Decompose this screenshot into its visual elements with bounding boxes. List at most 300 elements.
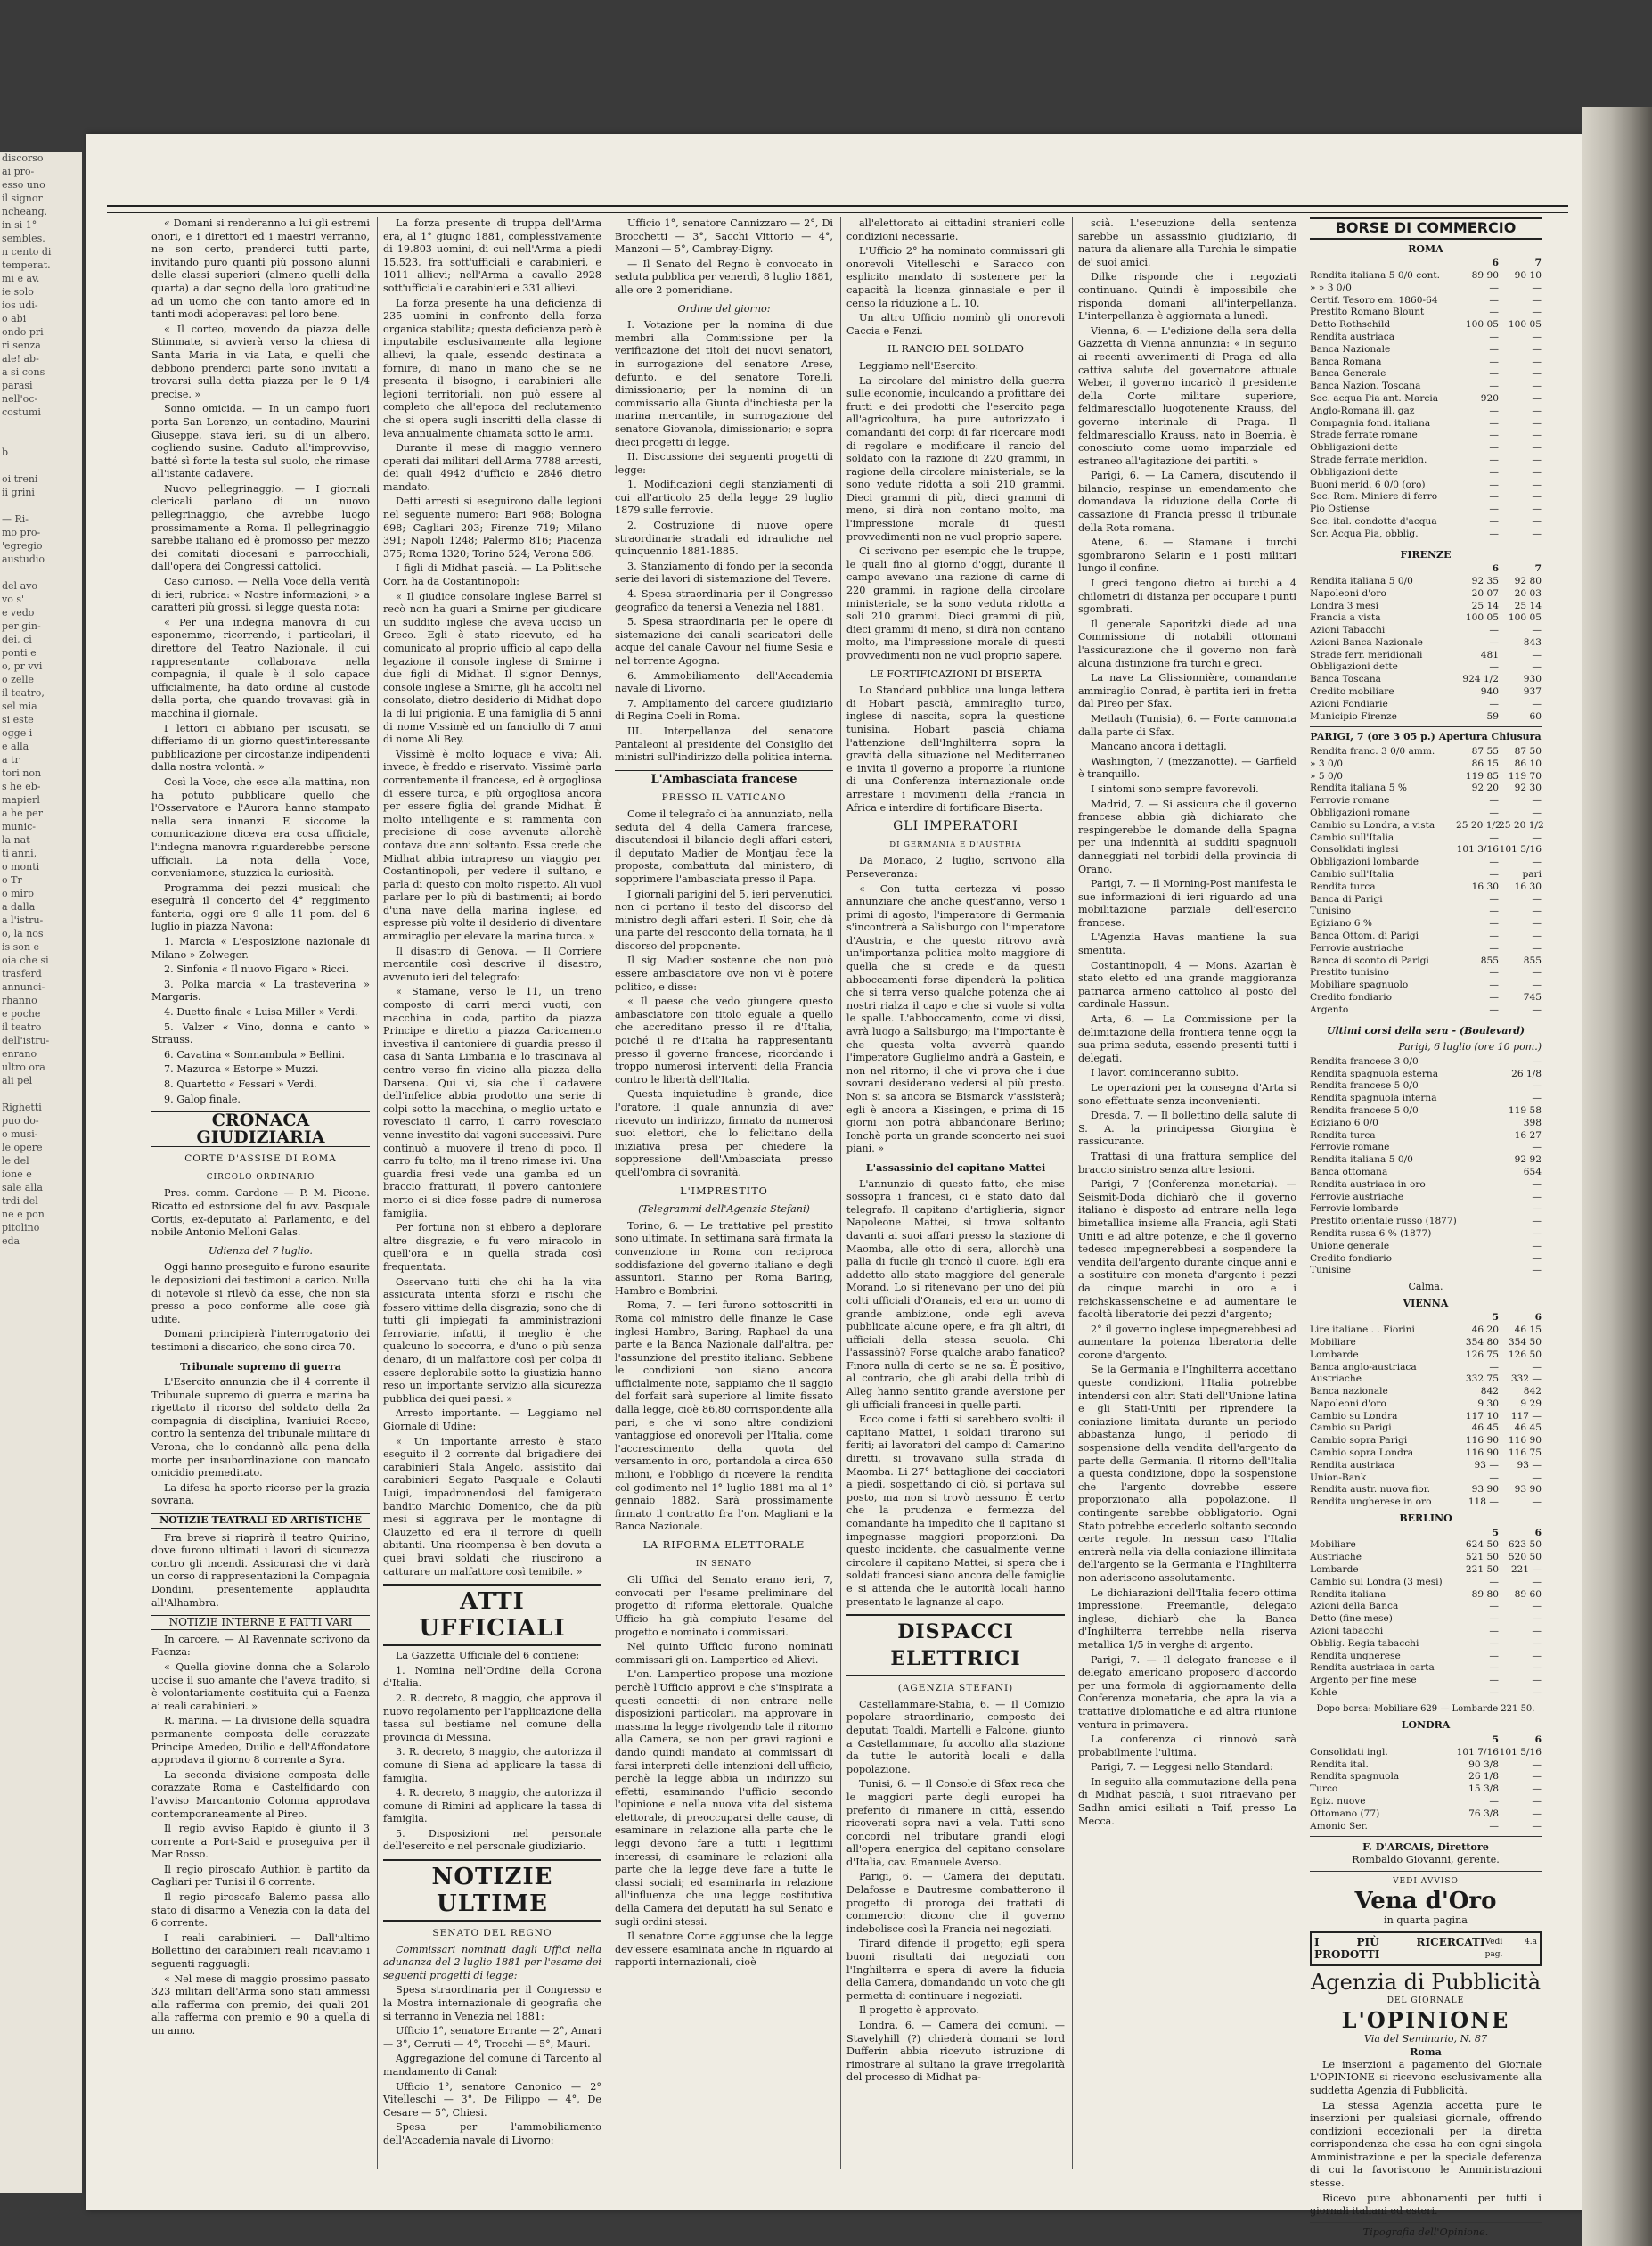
- paragraph: Parigi, 6. — La Camera, discutendo il bilancio, respinse un emendamento che domandava la riduzione della Corte di cassazione di Francia presso il tribunale della Rota romana.: [1078, 470, 1296, 534]
- market-security: Rendita ungherese in oro: [1310, 1496, 1432, 1508]
- manager-name: Rombaldo Giovanni, gerente.: [1352, 1853, 1500, 1865]
- prev-page-line: ai pro-: [2, 166, 35, 177]
- prev-page-line: rhanno: [2, 995, 37, 1006]
- market-value: —: [1532, 1203, 1542, 1215]
- market-security: Azioni tabacchi: [1310, 1626, 1384, 1637]
- prev-page-line: o musi-: [2, 1128, 38, 1140]
- market-security: Napoleoni d'oro: [1310, 587, 1386, 599]
- market-value: 26 1/8: [1468, 1771, 1499, 1783]
- paragraph: II. Discussione dei seguenti progetti di legge:: [615, 451, 833, 476]
- market-security: Lombarde: [1310, 1348, 1359, 1360]
- ad-agenzia-title: Agenzia di Pubblicità: [1310, 1969, 1542, 1995]
- paragraph: Ci scrivono per esempio che le truppe, le quali fino al giorno d'oggi, durante il campo avevano una razione di carne di 220 grammi, in ragione della circolare ministeriale, se la sono veduta ridotta a soli 210 grammi. Dieci grammi di più, dieci grammi di meno, si dirà non contano molto, ma l'impressione morale di questi provvedimenti non ne vuol proprio sapere.: [846, 545, 1065, 661]
- market-value: 16 30: [1471, 881, 1499, 892]
- paragraph: La circolare del ministro della guerra sulle economie, inculcando a profittare dei frutti e dei prodotti che l'esercito paga all'agricoltura, ha pure autorizzato i comandanti dei corpi di far ricercare modi di regolare e modificare il rancio del soldato con la razione di 220 grammi, in ragione della circolare ministeriale, se la sono vedute ridotta a soli 210 grammi. Dieci grammi di più, dieci grammi di meno, si dirà non contano molto, ma l'impressione morale di questi provvedimenti non ne vuol proprio sapere.: [846, 374, 1065, 543]
- market-value: —: [1532, 1758, 1542, 1770]
- market-value: —: [1489, 282, 1499, 293]
- market-table-ultimi: [1310, 1056, 1542, 1277]
- market-security: Rendita austriaca in oro: [1310, 1178, 1426, 1190]
- list-item: 7. Mazurca « Estorpe » Muzzi.: [164, 1063, 319, 1076]
- market-value: 100 05: [1465, 612, 1499, 624]
- market-value: —: [1532, 1265, 1542, 1276]
- market-table-vienna: [1310, 1312, 1542, 1509]
- paragraph: La seconda divisione composta delle corazzate Roma e Castelfidardo con l'avviso Marcantonio Colonna approdava contemporaneamente al Pireo.: [151, 1768, 370, 1820]
- paragraph: I reali carabinieri. — Dall'ultimo Bollettino dei carabinieri reali ricaviamo i seguenti ragguagli:: [151, 1931, 370, 1971]
- market-value: —: [1532, 1055, 1542, 1067]
- section-title: LA RIFORMA ELETTORALE: [642, 1539, 806, 1551]
- prev-page-line: del avo: [2, 580, 37, 592]
- market-value: 481: [1480, 649, 1499, 660]
- market-value: —: [1489, 698, 1499, 709]
- section-title: NOTIZIE INTERNE E FATTI VARI: [151, 1615, 370, 1630]
- market-row: [1310, 844, 1542, 857]
- market-value: —: [1489, 807, 1499, 819]
- market-value: —: [1532, 1675, 1542, 1686]
- paragraph: Ufficio 1°, senatore Errante — 2°, Amari — 3°, Cerruti — 4°, Trocchi — 5°, Mauri.: [383, 2025, 601, 2050]
- market-row: [1310, 1613, 1542, 1626]
- market-security: Mobiliare: [1310, 1336, 1356, 1348]
- market-security: Banca Romana: [1310, 356, 1382, 367]
- market-security: Cambio sopra Londra: [1310, 1447, 1414, 1459]
- prev-page-line: o, la nos: [2, 928, 44, 939]
- market-security: Obblig. Regia tabacchi: [1310, 1637, 1419, 1649]
- market-row: [1310, 1759, 1542, 1772]
- market-value: —: [1489, 930, 1499, 942]
- market-security: Tunisine: [1310, 1265, 1352, 1276]
- market-row: [1310, 1783, 1542, 1796]
- paragraph: Le inserzioni a pagamento del Giornale L'OPINIONE si ricevono esclusivamente alla suddetta Agenzia di Pubblicità.: [1310, 2058, 1542, 2096]
- market-value: 654: [1523, 1166, 1542, 1177]
- ad-box-ricercati: [1310, 1931, 1542, 1966]
- list-item: 3. R. decreto, 8 maggio, che autorizza il comune di Siena ad applicare la tassa di famiglia.: [383, 1746, 601, 1784]
- market-value: —: [1532, 1252, 1542, 1264]
- column-5: [1078, 217, 1296, 2178]
- market-value: —: [1532, 1576, 1542, 1587]
- section-title: IL RANCIO DEL SOLDATO: [887, 343, 1024, 356]
- market-value: —: [1532, 1783, 1542, 1795]
- market-value: —: [1532, 1496, 1542, 1508]
- market-value: —: [1489, 992, 1499, 1003]
- market-row: [1310, 758, 1542, 771]
- market-value: 86 15: [1471, 758, 1499, 769]
- prev-page-line: a he per: [2, 807, 43, 819]
- market-row: [1310, 344, 1542, 357]
- market-value: 20 07: [1471, 587, 1499, 599]
- market-value: —: [1532, 1613, 1542, 1625]
- market-row: [1310, 1118, 1542, 1130]
- market-row: [1310, 467, 1542, 480]
- market-value: —: [1532, 1240, 1542, 1251]
- prev-page-line: la nat: [2, 834, 30, 846]
- market-head-ultimi: Ultimi corsi della sera - (Boulevard): [1326, 1024, 1525, 1037]
- market-row: [1310, 529, 1542, 541]
- market-value: —: [1532, 942, 1542, 954]
- market-row: [1310, 1228, 1542, 1241]
- market-value: —: [1489, 1675, 1499, 1686]
- market-security: Strade ferrate romane: [1310, 430, 1418, 441]
- paragraph: Leggiamo nell'Esercito:: [859, 359, 979, 372]
- market-value: 100 05: [1508, 319, 1542, 331]
- prev-page-line: e poche: [2, 1008, 41, 1020]
- prev-page-line: [0, 419, 82, 432]
- market-value: —: [1489, 1471, 1499, 1483]
- prev-page-line: trasferd: [2, 968, 42, 980]
- spacer: [1310, 1312, 1456, 1324]
- market-value: —: [1532, 893, 1542, 905]
- market-table-parigi: [1310, 746, 1542, 1017]
- market-security: Rendita francese 5 0/0: [1310, 1104, 1419, 1116]
- market-value: —: [1532, 625, 1542, 636]
- top-rule-thin: [107, 212, 1568, 213]
- market-value: —: [1489, 1004, 1499, 1015]
- market-security: Rendita ital.: [1310, 1758, 1369, 1770]
- paragraph: scià. L'esecuzione della sentenza sarebbe un assassinio giudiziario, di natura da alienare alla Turchia le simpatie de' suoi amici.: [1078, 217, 1296, 268]
- market-value: 92 80: [1514, 575, 1542, 586]
- prev-page-line: trdi del: [2, 1195, 38, 1207]
- market-value: 920: [1480, 392, 1499, 404]
- market-value: —: [1532, 967, 1542, 979]
- list-item: 4. Duetto finale « Luisa Miller » Verdi.: [164, 1006, 358, 1019]
- market-value: 90 3/8: [1468, 1758, 1499, 1770]
- market-row: [1310, 783, 1542, 795]
- prev-page-line: pitolino: [2, 1222, 40, 1234]
- market-security: Argento: [1310, 1004, 1349, 1015]
- market-security: Sor. Acqua Pia, obblig.: [1310, 528, 1419, 539]
- paragraph: Il generale Saporitzki diede ad una Commissione di notabili ottomani l'assicurazione che il governo non farà alcuna distinzione fra turchi e greci.: [1078, 618, 1296, 669]
- paragraph: La forza presente di truppa dell'Arma era, al 1° giugno 1881, complessivamente di 19.803 uomini, di cui nell'Arma a piedi 15.523, fra sott'ufficiali e carabinieri, e 1011 allievi; nell'Arma a cavallo 2928 sott'ufficiali e carabinieri e 331 allievi.: [383, 217, 601, 294]
- market-value: —: [1489, 405, 1499, 416]
- paragraph: In carcere. — Al Ravennate scrivono da Faenza:: [151, 1633, 370, 1659]
- paragraph: Nel quinto Ufficio furono nominati commissari gli on. Lampertico ed Alievi.: [615, 1641, 833, 1666]
- ad-vena-doro: Vena d'Oro: [1354, 1888, 1497, 1915]
- section-title-cronaca: CRONACA GIUDIZIARIA: [151, 1111, 370, 1147]
- market-security: Detto Rothschild: [1310, 319, 1391, 331]
- paragraph: « Quella giovine donna che a Solarolo uccise il suo amante che l'aveva tradito, si è volontariamente costituita qui a Faenza ai reali carabinieri. »: [151, 1660, 370, 1712]
- paragraph: Atene, 6. — Stamane i turchi sgombrarono Selarin e i posti militari lungo il confine.: [1078, 537, 1296, 575]
- spacer: [1310, 563, 1456, 576]
- prev-page-line: [0, 432, 82, 446]
- market-value: 101 5/16: [1499, 844, 1542, 856]
- prev-page-line: in si 1°: [2, 219, 37, 231]
- market-value: 221 50: [1465, 1564, 1499, 1576]
- market-value: —: [1489, 307, 1499, 318]
- market-row: [1310, 1216, 1542, 1228]
- market-date-col: 5: [1492, 1312, 1499, 1324]
- list-item: 1. Marcia « L'esposizione nazionale di Milano » Zolweger.: [151, 936, 370, 961]
- market-security: Rendita spagnuola interna: [1310, 1093, 1437, 1104]
- market-title: BORSE DI COMMERCIO: [1310, 217, 1542, 240]
- section-title: Tribunale supremo di guerra: [180, 1359, 341, 1373]
- market-value: 92 20: [1471, 783, 1499, 794]
- paragraph: Parigi, 7. — Il Morning-Post manifesta le sue informazioni di ieri riguardo ad una mobilitazione parziale dell'esercito francese.: [1078, 878, 1296, 929]
- prev-page-line: n cento di: [2, 246, 52, 258]
- divider: [1310, 726, 1542, 727]
- market-row: [1310, 1167, 1542, 1179]
- prev-page-line: a si cons: [2, 366, 45, 378]
- list-item: 5. Disposizioni nel personale dell'esercito e nel personale giudiziario.: [383, 1827, 601, 1853]
- column-1: [151, 217, 370, 2178]
- market-date-col: 6: [1492, 258, 1499, 269]
- market-value: —: [1532, 1093, 1542, 1104]
- prev-page-line: a dalla: [2, 901, 36, 913]
- market-value: —: [1532, 795, 1542, 807]
- market-security: Amonio Ser.: [1310, 1820, 1368, 1832]
- market-security: Francia a vista: [1310, 612, 1381, 624]
- market-date-col: 5: [1492, 1527, 1499, 1538]
- market-row: [1310, 869, 1542, 881]
- prev-page-line: enrano: [2, 1048, 37, 1060]
- market-value: —: [1489, 661, 1499, 673]
- market-value: —: [1532, 1601, 1542, 1612]
- market-row: [1310, 270, 1542, 283]
- prev-page-line: a tr: [2, 754, 20, 766]
- market-row: [1310, 1349, 1542, 1362]
- ad-ricercati: I PIÙ RICERCATI PRODOTTI: [1314, 1935, 1485, 1962]
- paragraph: « Nel mese di maggio prossimo passato 323 militari dell'Arma sono stati ammessi alla rafferma con premio, dei quali 201 alla rafferma con premio e 90 a quella di un anno.: [151, 1972, 370, 2037]
- market-row: [1310, 699, 1542, 711]
- market-value: —: [1532, 454, 1542, 465]
- paragraph: Parigi, 7. — Il delegato francese e il delegato americano proposero d'accordo per una formola di aggiornamento della Conferenza monetaria, che apra la via a trattative diplomatiche e ad altra riunione ventura in primavera.: [1078, 1653, 1296, 1731]
- market-value: 92 92: [1514, 1154, 1542, 1166]
- market-value: —: [1489, 504, 1499, 515]
- market-security: Prestito tunisino: [1310, 967, 1389, 979]
- market-value: —: [1489, 1626, 1499, 1637]
- market-column-header: [1310, 563, 1542, 576]
- paragraph: Nuovo pellegrinaggio. — I giornali clericali parlano di un nuovo pellegrinaggio, che avrebbe luogo prossimamente a Roma. Il pellegrinaggio sarebbe italiano ed è promosso per mezzo dei comitati diocesani e parrocchiali, dall'opera dei Congressi cattolici.: [151, 482, 370, 573]
- market-value: 16 27: [1514, 1129, 1542, 1141]
- market-security: Egiziano 6 %: [1310, 918, 1372, 930]
- market-security: Consolidati ingl.: [1310, 1746, 1388, 1758]
- paragraph: « Il paese che vedo giungere questo ambasciatore con titolo eguale a quello che accreditano presso il re d'Italia, poiché il re d'Italia ha rappresentanti presso il governo francese, ricordando i troppo numerosi interventi della Francia contro le libertà dell'Italia.: [615, 996, 833, 1086]
- list-item: 4. Spesa straordinaria per il Congresso geografico da tenersi a Venezia nel 1881.: [615, 588, 833, 613]
- market-value: —: [1532, 930, 1542, 942]
- paragraph: Pres. comm. Cardone — P. M. Picone. Ricatto ed estorsione del fu avv. Pasquale Cortis, ex-deputato al Parlamento, e del nobile Antonio Melloni Galas.: [151, 1187, 370, 1239]
- section-subtitle: (AGENZIA STEFANI): [897, 1683, 1014, 1694]
- prev-page-line: ti anni,: [2, 848, 37, 859]
- market-security: Egiziano 6 0/0: [1310, 1117, 1378, 1128]
- paragraph: Le operazioni per la consegna d'Arta si sono effettuate senza inconvenienti.: [1078, 1082, 1296, 1107]
- market-value: 25 20 1/2: [1456, 819, 1501, 831]
- market-security: Londra 3 mesi: [1310, 600, 1379, 611]
- paragraph: Ecco come i fatti si sarebbero svolti: il capitano Mattei, i soldati tirarono sui feriti; ai lavoratori del campo di Camarino diretti, si trovavano sulla strada di Maomba. Li 27° battaglione dei cacciatori a piedi, sospettando di ciò, si portava sul posto, ma non si trovò nessuno. È certo che la prudenza e fermezza del comandante ha impedito che il capitano si impegnasse maggiori proporzioni. Da questo incidente, che casualmente venne circolare il capitano Mattei, si spera che i soldati francesi siano ancora delle famiglie e si attenda che le autorità locali hanno presentato le lagnanze al capo.: [846, 1414, 1065, 1608]
- market-row: [1310, 1253, 1542, 1266]
- market-security: Rendita spagnuola esterna: [1310, 1068, 1439, 1079]
- market-row: [1310, 894, 1542, 906]
- list-item: 8. Quartetto « Fessari » Verdi.: [164, 1078, 317, 1090]
- paragraph: La Gazzetta Ufficiale del 6 contiene:: [396, 1650, 580, 1662]
- market-date-col: 6: [1534, 1312, 1542, 1324]
- market-value: —: [1489, 832, 1499, 843]
- market-value: —: [1489, 528, 1499, 539]
- market-value: 46 15: [1514, 1324, 1542, 1336]
- paragraph: La stessa Agenzia accetta pure le inserzioni per qualsiasi giornale, offrendo condizioni eccezionali per la diretta corrispondenza che essa ha con ogni singola Amministrazione e per la speciale deferenza di cui la favoriscono le Amministrazioni stesse.: [1310, 2099, 1542, 2190]
- divider: [1310, 1836, 1542, 1837]
- market-row: [1310, 1411, 1542, 1423]
- list-item: 6. Ammobiliamento dell'Accademia navale di Livorno.: [615, 669, 833, 695]
- market-value: —: [1532, 405, 1542, 416]
- market-row: [1310, 455, 1542, 467]
- prev-page-line: o Tr: [2, 874, 22, 886]
- market-value: —: [1489, 479, 1499, 490]
- prev-page-line: e alla: [2, 741, 29, 752]
- prev-page-line: is son e: [2, 941, 40, 953]
- paragraph: Ricevo pure abbonamenti per tutti i giornali italiani ed esteri.: [1310, 2192, 1542, 2217]
- market-security: Soc. Rom. Miniere di ferro: [1310, 491, 1438, 503]
- prev-page-line: parasi: [2, 380, 33, 391]
- market-column: [1310, 217, 1544, 2238]
- market-security: Buoni merid. 6 0/0 (oro): [1310, 479, 1426, 490]
- market-security: Rendita austriaca: [1310, 331, 1395, 342]
- market-security: Ferrovie austriache: [1310, 1191, 1404, 1202]
- market-value: 92 35: [1471, 575, 1499, 586]
- paragraph: I sintomi sono sempre favorevoli.: [1091, 783, 1259, 795]
- paragraph: Castellammare-Stabia, 6. — Il Comizio popolare straordinario, composto dei deputati Toaldi, Martelli e Falcone, giunto a Castellammare, fu accolto alla stazione da tutte le autorità locali e dalla popolazione.: [846, 1698, 1065, 1775]
- prev-page-line: ponti e: [2, 647, 37, 659]
- paragraph: Arresto importante. — Leggiamo nel Giornale di Udine:: [383, 1407, 601, 1433]
- section-subtitle: CIRCOLO ORDINARIO: [206, 1172, 315, 1182]
- market-security: Rendita ungherese: [1310, 1650, 1401, 1661]
- market-value: 116 90: [1465, 1435, 1499, 1447]
- list-item: 3. Stanziamento di fondo per la seconda serie dei lavori di sistemazione del Tevere.: [615, 560, 833, 586]
- market-value: —: [1489, 942, 1499, 954]
- market-value: —: [1532, 807, 1542, 819]
- column-rule: [377, 217, 378, 2169]
- prev-page-line: le opere: [2, 1142, 43, 1153]
- list-item: 2. Sinfonia « Il nuovo Figaro » Ricci.: [164, 963, 349, 976]
- market-security: Cambio sul Londra (3 mesi): [1310, 1576, 1443, 1587]
- market-value: —: [1489, 417, 1499, 429]
- market-value: —: [1489, 857, 1499, 868]
- market-value: 116 90: [1465, 1447, 1499, 1459]
- senate-items: [615, 479, 833, 724]
- market-security: Azioni Tabacchi: [1310, 625, 1386, 636]
- market-value: —: [1532, 1637, 1542, 1649]
- concert-program: [151, 936, 370, 1106]
- paragraph: Il regio piroscafo Authion è partito da Cagliari per Tunisi il 6 corrente.: [151, 1863, 370, 1889]
- market-value: —: [1532, 1662, 1542, 1674]
- prev-page-line: ii grini: [2, 487, 35, 498]
- market-value: —: [1489, 1637, 1499, 1649]
- market-row: [1310, 746, 1542, 758]
- ad-subtitle: in quarta pagina: [1384, 1914, 1468, 1927]
- market-column-header: [1310, 1528, 1542, 1540]
- prev-page-line: sale alla: [2, 1182, 43, 1193]
- market-column-header: [1310, 1734, 1542, 1747]
- paragraph: Programma dei pezzi musicali che eseguirà il concerto del 4° reggimento fanteria, oggi ore 9 alle 11 pom. del 6 luglio in piazza Navona:: [151, 881, 370, 933]
- market-security: Turco: [1310, 1783, 1338, 1795]
- market-security: Tunisino: [1310, 906, 1352, 917]
- paragraph: Durante il mese di maggio vennero operati dai militari dell'Arma 7788 arresti, dei quali 4942 d'ufficio e 2846 dietro mandato.: [383, 442, 601, 493]
- market-row: [1310, 1154, 1542, 1167]
- ordine-del-giorno: Ordine del giorno:: [677, 302, 771, 315]
- market-row: [1310, 1069, 1542, 1081]
- market-security: Rendita turca: [1310, 1129, 1376, 1141]
- market-security: Rendita austriaca in carta: [1310, 1662, 1435, 1674]
- market-row: [1310, 430, 1542, 442]
- paragraph: Come il telegrafo ci ha annunziato, nella seduta del 4 della Camera francese, discutendosi il bilancio degli affari esteri, il deputato Madier de Montjau fece la proposta, combattuta dal ministero, di sopprimere l'ambasciata presso il Papa.: [615, 807, 833, 885]
- paragraph: Il senatore Corte aggiunse che la legge dev'essere esaminata anche in riguardo ai rapporti internazionali, cioè: [615, 1930, 833, 1969]
- market-security: Banca nazionale: [1310, 1386, 1388, 1398]
- market-value: —: [1489, 918, 1499, 930]
- market-row: [1310, 1447, 1542, 1460]
- prev-page-line: dell'istru-: [2, 1035, 50, 1046]
- market-row: [1310, 980, 1542, 992]
- market-row: [1310, 1484, 1542, 1496]
- market-security: Ferrovie austriache: [1310, 942, 1404, 954]
- market-head-londra: LONDRA: [1401, 1719, 1451, 1732]
- market-value: —: [1532, 515, 1542, 527]
- market-row: [1310, 442, 1542, 455]
- market-value: —: [1532, 661, 1542, 673]
- paragraph: « Il corteo, movendo da piazza delle Stimmate, si avvierà verso la chiesa di Santa Maria in via Lata, e quelli che debbono prenderci parte sono invitati a trovarsi sulla detta piazza per le 9 1/4 precise. »: [151, 323, 370, 400]
- section-title-ultime: NOTIZIE ULTIME: [383, 1859, 601, 1922]
- market-row: [1310, 637, 1542, 650]
- market-row: [1310, 332, 1542, 344]
- market-value: 354 80: [1465, 1336, 1499, 1348]
- paragraph: Detti arresti si eseguirono dalle legioni nel seguente numero: Bari 968; Bologna 698; Cagliari 203; Firenze 719; Milano 391; Napoli 1248; Palermo 816; Piacenza 375; Roma 1320; Torino 524; Verona 586.: [383, 496, 601, 560]
- market-table-roma: [1310, 258, 1542, 540]
- market-date-col: 6: [1534, 1734, 1542, 1745]
- divider: [1310, 1871, 1542, 1872]
- prev-page-line: discorso: [2, 152, 44, 164]
- list-item: 3. Polka marcia « La trasteverina » Margaris.: [151, 978, 370, 1004]
- market-value: 100 05: [1508, 612, 1542, 624]
- market-security: » 3 0/0: [1310, 758, 1344, 769]
- market-security: Azioni Banca Nazionale: [1310, 636, 1423, 648]
- market-security: Lombarde: [1310, 1564, 1359, 1576]
- market-value: —: [1532, 1191, 1542, 1202]
- market-security: Banca di Parigi: [1310, 893, 1383, 905]
- market-row: [1310, 943, 1542, 955]
- market-value: —: [1532, 1771, 1542, 1783]
- paragraph: Arta, 6. — La Commissione per la delimitazione della frontiera tenne oggi la sua prima seduta, essendo presenti tutti i delegati.: [1078, 1013, 1296, 1064]
- paragraph: La nave La Glissionnière, comandante ammiraglio Conrad, è partita ieri in fretta dal Pireo per Sfax.: [1078, 672, 1296, 710]
- market-value: —: [1532, 698, 1542, 709]
- market-value: 93 —: [1517, 1459, 1542, 1471]
- prev-page-line: puo do-: [2, 1115, 39, 1127]
- market-value: —: [1532, 832, 1542, 843]
- paragraph: Da Monaco, 2 luglio, scrivono alla Perseveranza:: [846, 855, 1065, 880]
- ad-opinione-title: L'OPINIONE: [1341, 2006, 1510, 2033]
- market-note: Calma.: [1408, 1281, 1443, 1293]
- market-value: —: [1532, 1471, 1542, 1483]
- market-value: —: [1489, 1662, 1499, 1674]
- market-head-berlino: BERLINO: [1399, 1512, 1452, 1525]
- director-name: F. D'ARCAIS, Direttore: [1362, 1840, 1489, 1854]
- market-row: [1310, 820, 1542, 832]
- market-row: [1310, 1093, 1542, 1105]
- market-row: [1310, 393, 1542, 406]
- market-row: [1310, 1362, 1542, 1374]
- market-row: [1310, 368, 1542, 381]
- paragraph: Il regio piroscafo Balemo passa allo stato di disarmo a Venezia con la data del 6 corrente.: [151, 1891, 370, 1930]
- market-value: —: [1532, 1650, 1542, 1661]
- market-security: Strade ferrate meridion.: [1310, 454, 1427, 465]
- market-row: [1310, 1626, 1542, 1638]
- market-security: Ferrovie romane: [1310, 795, 1390, 807]
- prev-page-line: munic-: [2, 821, 36, 832]
- market-security: Anglo-Romana ill. gaz: [1310, 405, 1415, 416]
- market-security: Pio Ostiense: [1310, 504, 1370, 515]
- market-value: 25 14: [1514, 600, 1542, 611]
- market-security: Cambio sull'Italia: [1310, 869, 1394, 881]
- market-row: [1310, 1675, 1542, 1687]
- list-item: 1. Modificazioni degli stanziamenti di cui all'articolo 25 della legge 29 luglio 1879 sulle ferrovie.: [615, 479, 833, 517]
- prev-page-line: per gin-: [2, 620, 41, 632]
- list-item: 2. Costruzione di nuove opere straordinarie stradali ed idrauliche nel quinquennio 1881-1885.: [615, 520, 833, 558]
- market-value: 90 10: [1514, 269, 1542, 281]
- market-row: [1310, 906, 1542, 918]
